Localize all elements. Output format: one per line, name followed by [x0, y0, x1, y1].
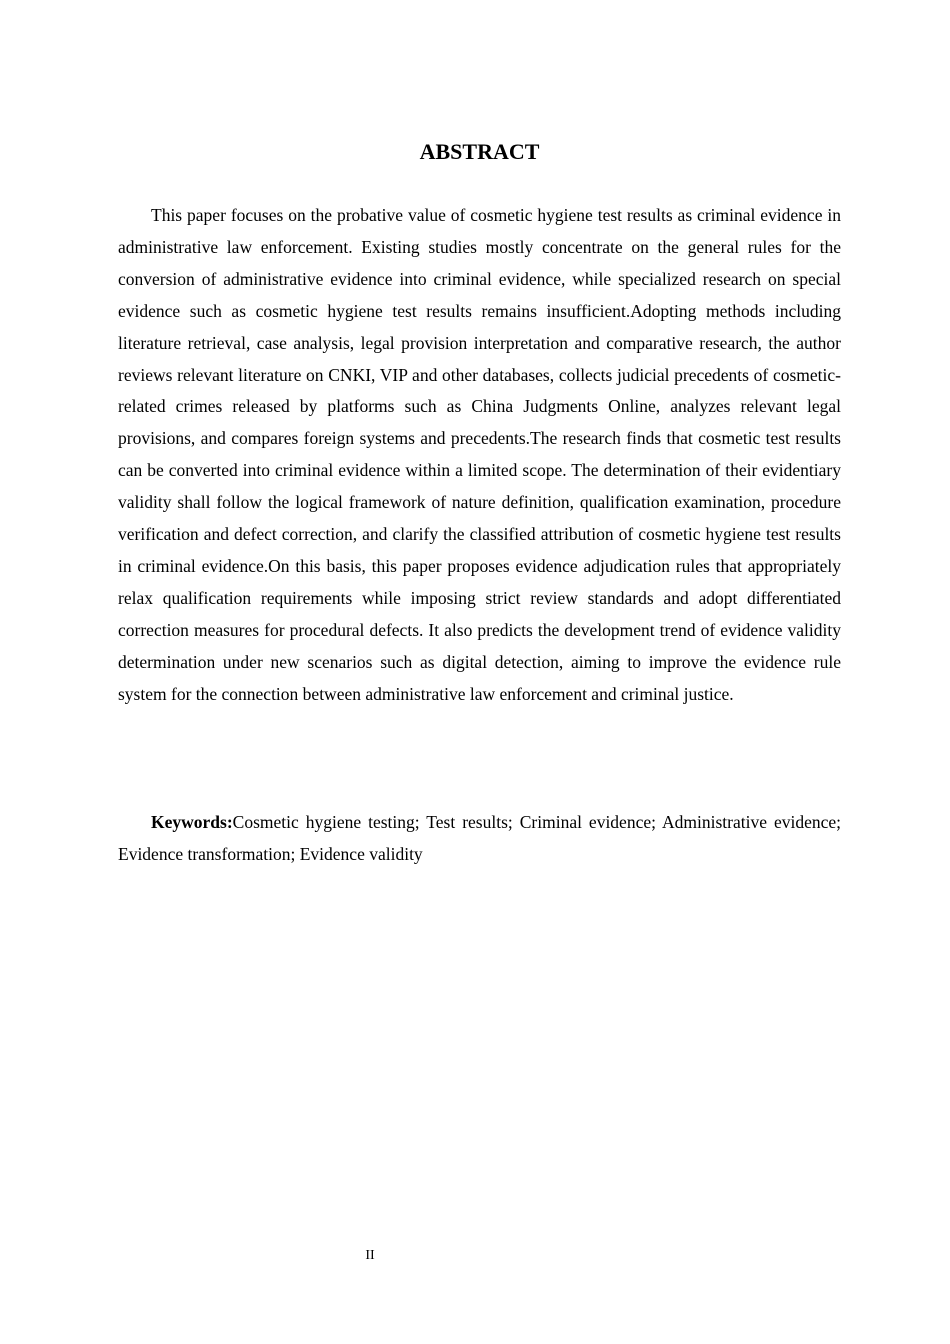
keywords-label: Keywords:: [151, 812, 233, 832]
keywords-text: Cosmetic hygiene testing; Test results; Criminal evidence; Administrative evidence; Evidence transformation; Evidence validity: [118, 812, 841, 864]
keywords-paragraph: [118, 807, 841, 871]
abstract-paragraph: This paper focuses on the probative value of cosmetic hygiene test results as criminal evidence in administrative law enforcement. Existing studies mostly concentrate on the general rules for the conversion of administrative evidence into criminal evidence, while specialized research on special evidence such as cosmetic hygiene test results remains insufficient.Adopting methods including literature retrieval, case analysis, legal provision interpretation and comparative research, the author reviews relevant literature on CNKI, VIP and other databases, collects judicial precedents of cosmetic-related crimes released by platforms such as China Judgments Online, analyzes relevant legal provisions, and compares foreign systems and precedents.The research finds that cosmetic test results can be converted into criminal evidence within a limited scope. The determination of their evidentiary validity shall follow the logical framework of nature definition, qualification examination, procedure verification and defect correction, and clarify the classified attribution of cosmetic hygiene test results in criminal evidence.On this basis, this paper proposes evidence adjudication rules that appropriately relax qualification requirements while imposing strict review standards and adopt differentiated correction measures for procedural defects. It also predicts the development trend of evidence validity determination under new scenarios such as digital detection, aiming to improve the evidence rule system for the connection between administrative law enforcement and criminal justice.: [118, 205, 841, 704]
page-title: ABSTRACT: [419, 139, 540, 164]
page-number: II: [365, 1248, 375, 1263]
